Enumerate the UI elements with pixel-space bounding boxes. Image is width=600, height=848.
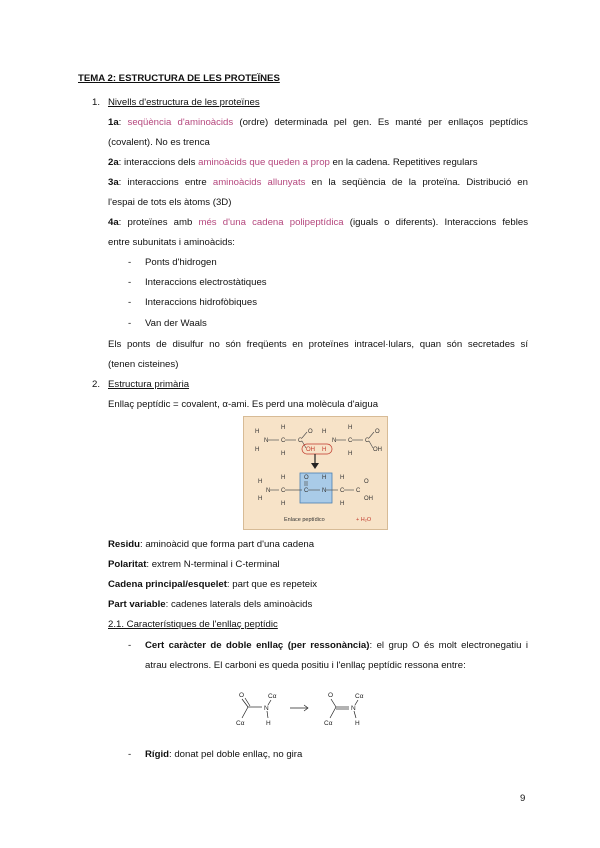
atom-label: O	[239, 692, 245, 699]
level-1a-line1: 1a: seqüència d'aminoàcids (ordre) determinada pel gen. Es manté per enllaços peptídics	[108, 117, 528, 128]
list-item: Ponts d'hidrogen	[145, 257, 217, 268]
arrow-down-icon	[311, 463, 319, 469]
atom-label: C	[365, 438, 370, 444]
level-3a-line1: 3a: interaccions entre aminoàcids allunyats en la seqüència de la proteïna. Distribució en	[108, 177, 528, 188]
level-1a-highlight: seqüència d'aminoàcids	[127, 117, 234, 128]
atom-label: N	[266, 488, 271, 494]
list-bullet: -	[128, 318, 132, 329]
atom-label: Cα	[236, 720, 245, 727]
atom-label: H	[348, 425, 353, 431]
def-polaritat: Polaritat: extrem N-terminal i C-terminal	[108, 559, 280, 570]
atom-label: H	[322, 475, 327, 481]
list-item: Interaccions hidrofòbiques	[145, 297, 257, 308]
atom-label: N	[332, 438, 337, 444]
level-2a: 2a: interaccions dels aminoàcids que queden a prop en la cadena. Repetitives regulars	[108, 157, 478, 168]
atom-label: C	[281, 438, 286, 444]
atom-label: C	[340, 488, 345, 494]
figure-water-label: + H₂O	[356, 517, 372, 523]
peptide-bond-diagram	[244, 417, 387, 529]
level-4a-line2: entre subunitats i aminoàcids:	[108, 237, 235, 248]
atom-label: H	[281, 501, 286, 507]
atom-label: N	[322, 488, 327, 494]
page-title: TEMA 2: ESTRUCTURA DE LES PROTEÏNES	[78, 73, 280, 84]
atom-label: O	[308, 429, 313, 435]
atom-label: H	[281, 425, 286, 431]
atom-label: O	[364, 479, 369, 485]
peptide-bond-line: Enllaç peptídic = covalent, α-ami. Es perd una molècula d'aigua	[108, 399, 379, 410]
level-4a-line1: 4a: proteïnes amb més d'una cadena polipeptídica (iguals o diferents). Interaccions febles	[108, 217, 528, 228]
atom-label: Cα	[324, 720, 333, 727]
atom-label: H	[355, 720, 360, 727]
level-1a-label: 1a	[108, 117, 119, 128]
def-part-variable: Part variable: cadenes laterals dels aminoàcids	[108, 599, 313, 610]
atom-label: H	[258, 479, 263, 485]
atom-label: H	[255, 447, 260, 453]
figure-caption: Enlace peptídico	[284, 517, 325, 523]
atom-label: C	[304, 488, 309, 494]
atom-label: H	[322, 429, 327, 435]
atom-label: OH	[364, 496, 373, 502]
atom-label: C	[281, 488, 286, 494]
subsection-heading: 2.1. Característiques de l'enllaç peptídic	[108, 619, 278, 630]
def-residu: Residu: aminoàcid que forma part d'una cadena	[108, 539, 315, 550]
list-bullet: -	[128, 640, 132, 651]
atom-label: N	[264, 705, 269, 712]
list-bullet: -	[128, 749, 132, 760]
atom-label: C	[348, 438, 353, 444]
level-3a-highlight: aminoàcids allunyats	[212, 177, 306, 188]
list-item: Interaccions electrostàtiques	[145, 277, 267, 288]
atom-label: H	[258, 496, 263, 502]
atom-label: H	[281, 451, 286, 457]
level-2a-highlight: aminoàcids que queden a prop	[198, 157, 330, 168]
section-1-heading: Nivells d'estructura de les proteïnes	[108, 97, 260, 108]
atom-label: C	[298, 438, 303, 444]
list-item: Van der Waals	[145, 318, 207, 329]
atom-label: H	[348, 451, 353, 457]
atom-label: Cα	[355, 693, 364, 700]
page-number: 9	[520, 793, 526, 804]
atom-label: H	[340, 475, 345, 481]
atom-label: N	[351, 705, 356, 712]
char-double-bond-line2: atrau electrons. El carboni es queda positiu i l'enllaç peptídic ressona entre:	[145, 660, 466, 671]
char-rigid: Rígid: donat pel doble enllaç, no gira	[145, 749, 303, 760]
atom-label: H	[266, 720, 271, 727]
section-2-number: 2.	[92, 379, 101, 390]
list-bullet: -	[128, 297, 132, 308]
atom-label: OH	[373, 447, 382, 453]
char-double-bond-line1: Cert caràcter de doble enllaç (per ressonància): el grup O és molt electronegatiu i	[145, 640, 528, 651]
atom-label: H	[340, 501, 345, 507]
atom-label: C	[356, 488, 361, 494]
atom-label: H	[255, 429, 260, 435]
def-cadena: Cadena principal/esquelet: part que es repeteix	[108, 579, 318, 590]
atom-label: OH	[306, 447, 315, 453]
level-1a-line2: (covalent). No es trenca	[108, 137, 210, 148]
disulfur-line2: (tenen cisteines)	[108, 359, 179, 370]
atom-label: O	[328, 692, 334, 699]
atom-label: O	[304, 475, 309, 481]
atom-label: H	[322, 447, 327, 453]
level-3a-line2: l'espai de tots els àtoms (3D)	[108, 197, 232, 208]
resonance-diagram	[228, 686, 378, 730]
list-bullet: -	[128, 257, 132, 268]
section-1-number: 1.	[92, 97, 101, 108]
level-4a-highlight: més d'una cadena polipeptídica	[198, 217, 344, 228]
peptide-bond-figure	[243, 416, 388, 530]
atom-label: O	[375, 429, 380, 435]
list-bullet: -	[128, 277, 132, 288]
atom-label: H	[281, 475, 286, 481]
atom-label: N	[264, 438, 269, 444]
disulfur-line1: Els ponts de disulfur no són freqüents en proteïnes intracel·lulars, quan són secretades sí	[108, 339, 528, 350]
section-2-heading: Estructura primària	[108, 379, 190, 390]
atom-label: Cα	[268, 693, 277, 700]
